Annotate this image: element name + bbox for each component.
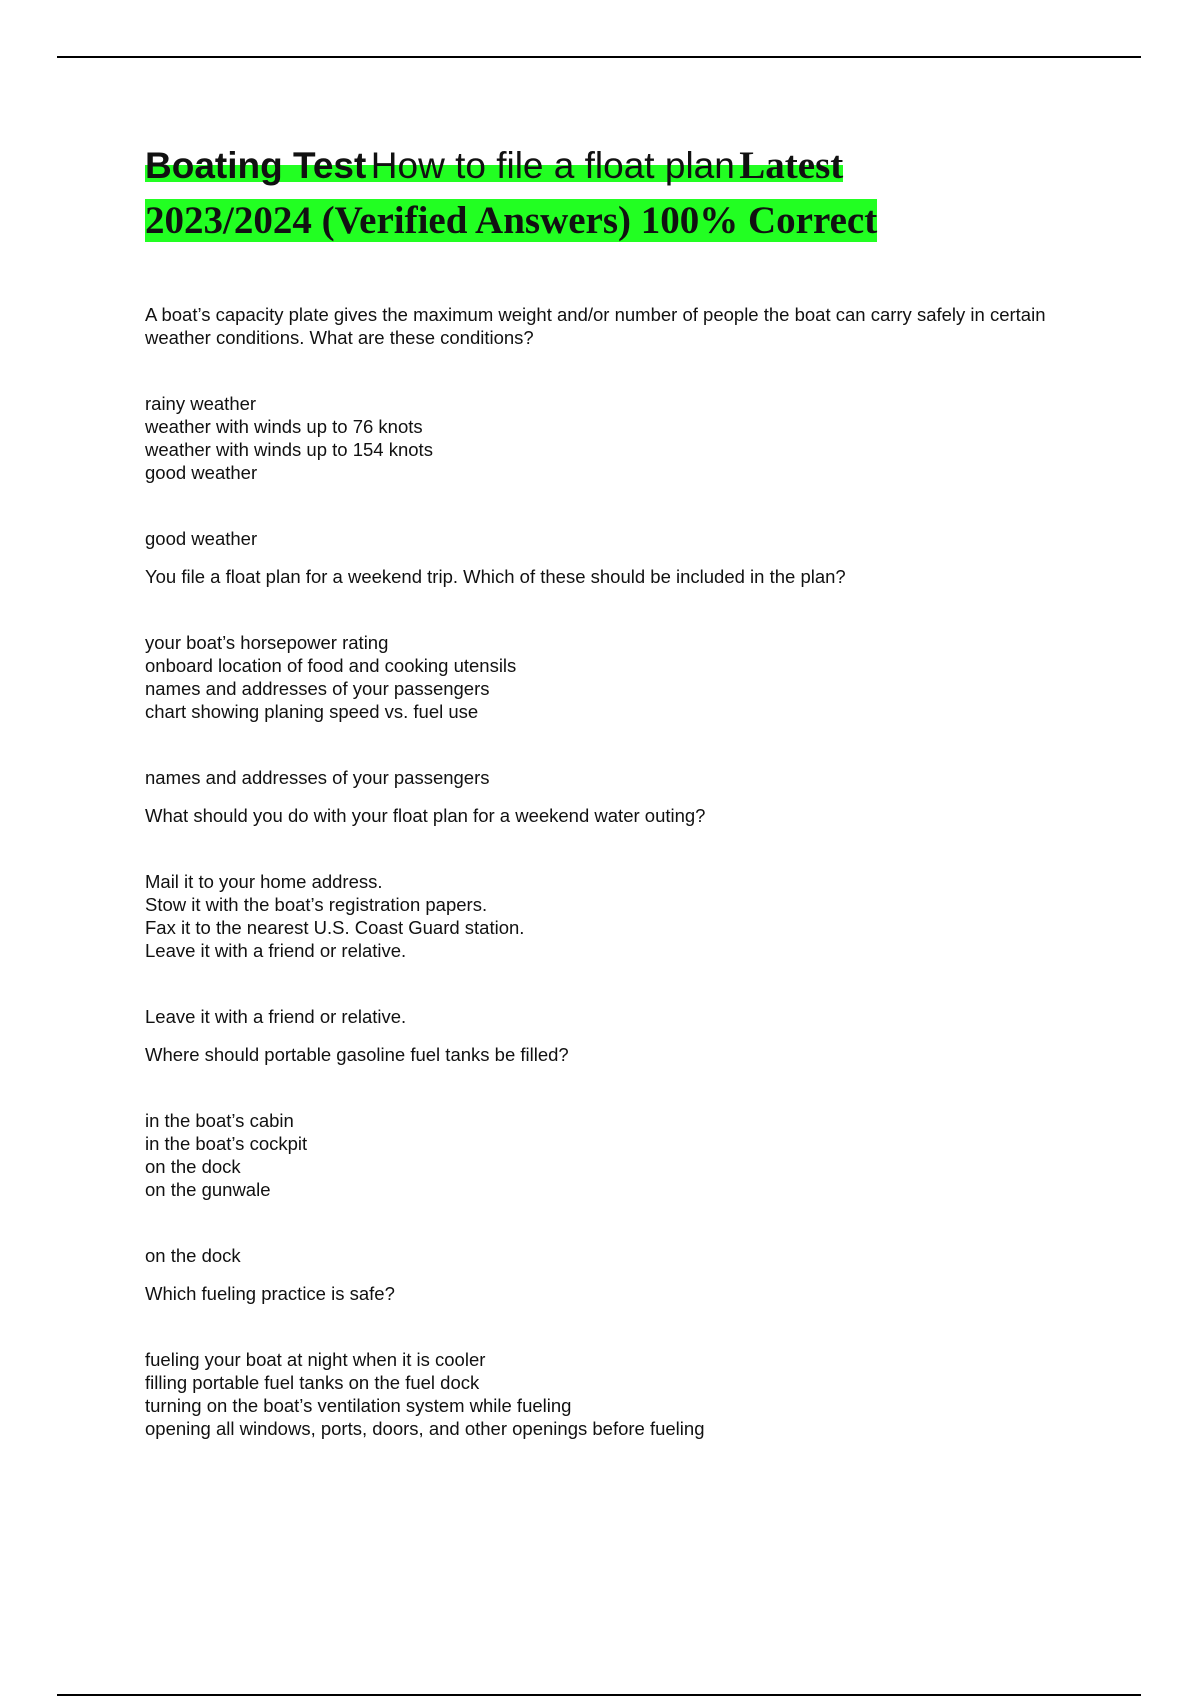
option-item: Fax it to the nearest U.S. Coast Guard station. <box>145 917 525 938</box>
option-list <box>145 631 1075 723</box>
question-text: You file a float plan for a weekend trip. Which of these should be included in the plan? <box>145 566 846 587</box>
option-item: rainy weather <box>145 393 257 414</box>
option-item: in the boat’s cockpit <box>145 1133 308 1154</box>
option-item: turning on the boat’s ventilation system while fueling <box>145 1395 572 1416</box>
question-text: Which fueling practice is safe? <box>145 1283 395 1304</box>
answer-text: on the dock <box>145 1245 241 1266</box>
option-item: weather with winds up to 154 knots <box>145 439 433 460</box>
option-item: on the gunwale <box>145 1179 271 1200</box>
option-item: weather with winds up to 76 knots <box>145 416 423 437</box>
question-text: Where should portable gasoline fuel tanks be filled? <box>145 1044 569 1065</box>
title-part-4: 2023/2024 (Verified Answers) 100% Correct <box>145 199 878 242</box>
option-item: Mail it to your home address. <box>145 871 383 892</box>
bottom-rule <box>57 1694 1141 1696</box>
answer-text: good weather <box>145 528 258 549</box>
option-item: Stow it with the boat’s registration papers. <box>145 894 488 915</box>
question-text: What should you do with your float plan for a weekend water outing? <box>145 805 706 826</box>
option-list <box>145 870 1075 962</box>
qa-list <box>145 303 1075 1440</box>
answer-text: Leave it with a friend or relative. <box>145 1006 407 1027</box>
option-item: good weather <box>145 462 258 483</box>
option-item: opening all windows, ports, doors, and other openings before fueling <box>145 1418 705 1439</box>
qa-item <box>145 804 1075 1028</box>
title-part-2: How to file a float plan <box>370 145 735 186</box>
option-item: fueling your boat at night when it is cooler <box>145 1349 486 1370</box>
option-item: in the boat’s cabin <box>145 1110 294 1131</box>
option-item: on the dock <box>145 1156 241 1177</box>
option-item: Leave it with a friend or relative. <box>145 940 407 961</box>
title-part-3: Latest <box>739 144 844 187</box>
document-title <box>145 142 1085 252</box>
option-item: onboard location of food and cooking utensils <box>145 655 517 676</box>
qa-item <box>145 1282 1075 1440</box>
question-text: A boat’s capacity plate gives the maximum weight and/or number of people the boat can carry safely in certain weather conditions. What are these conditions? <box>145 304 1046 348</box>
qa-item <box>145 565 1075 789</box>
option-item: your boat’s horsepower rating <box>145 632 389 653</box>
top-rule <box>57 56 1141 58</box>
title-part-1: Boating Test <box>145 145 367 186</box>
option-list <box>145 392 1075 484</box>
option-item: filling portable fuel tanks on the fuel dock <box>145 1372 480 1393</box>
option-item: names and addresses of your passengers <box>145 678 490 699</box>
title-line-1 <box>145 142 1085 197</box>
option-item: chart showing planing speed vs. fuel use <box>145 701 479 722</box>
qa-item <box>145 303 1075 550</box>
qa-item <box>145 1043 1075 1267</box>
option-list <box>145 1109 1075 1201</box>
option-list <box>145 1348 1075 1440</box>
answer-text: names and addresses of your passengers <box>145 767 490 788</box>
title-line-2 <box>145 197 1085 252</box>
